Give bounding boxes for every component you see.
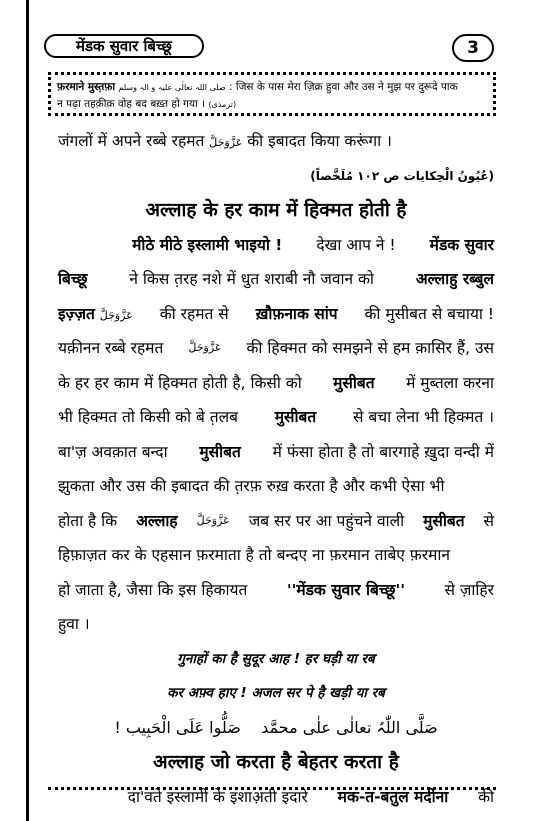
hadith-line-2 [57,96,487,113]
arabic-honorific: عَزَّوَجَلَّ [196,513,230,527]
text-span: में फंसा होता है तो बारगाहे ख़ुदा वन्दी में [272,442,494,461]
text-line [58,262,494,297]
text-line [58,573,494,608]
text-span: हुवा । [58,615,90,633]
section-heading: अल्लाह के हर काम में हिक्मत होती है [145,199,407,221]
text-span: हिफ़ाज़त कर के एहसान फ़रमाता है तो बन्दए ना फ़रमान ताबेए फ़रमान [58,546,450,564]
poem-line-2: कर अफ़्व हाए ! अजल सर पे है खड़ी या रब [167,685,385,701]
section-heading: अल्लाह जो करता है बेहतर करता है [153,751,399,773]
bold-span: ''मेंडक सुवार बिच्छू'' [286,580,405,599]
text-span: से बचा लेना भी हिक्मत । [352,408,494,426]
indent [58,228,98,263]
hadith-text-1: : जिस के पास मेरा ज़िक्र हुवा और उस ने मुझ पर दुरूदे पाक [229,81,458,93]
text-span: की हिक्मत को समझने से हम क़ासिर हैं, उस [246,339,494,357]
page-left-border [26,0,29,821]
text-span: होता है कि [58,511,118,530]
bold-span: मुसीबत [423,511,465,530]
text-line [58,400,494,435]
hadith-source: (ترمذی) [208,100,237,109]
book-title [44,34,204,58]
bold-span: ख़ौफ़नाक सांप [255,304,338,323]
text-line [58,538,494,573]
salawat-line [58,711,494,746]
hadith-box [48,72,496,116]
bold-span: मक-त-बतुल मदीना [337,787,449,806]
arabic-honorific: عَزَّوَجَلَّ [209,136,243,149]
text-span: दा'वते इस्लामी के इशाअ़ती इदारे [127,787,308,806]
text-span: जंगलों में अपने रब्बे रहमत [58,132,205,150]
text-span: में मुब्तला करना [406,373,494,392]
arabic-honorific: عَزَّوَجَلَّ [188,341,222,354]
hadith-honorific: صلی اللہ تعالٰی علیہ و الہ وسلم [118,83,226,92]
text-span: ने किस त़रह नशे में धुत शराबी नौ जवान को [129,270,374,288]
book-title-text: मेंडक सुवार बिच्छू [76,37,172,55]
hadith-line-1 [57,79,487,96]
text-span: की इबादत किया करूंगा । [247,132,392,150]
text-span: भी हिक्मत तो किसी को बे त़लब [58,408,238,426]
text-span: की मुसीबत से बचाया ! [364,304,494,323]
text-span: जब सर पर आ पहुंचने वाली [248,511,405,530]
salawat-response: صَلَّی اللّٰہُ تعالٰی علٰی محمَّد [261,717,438,737]
bold-span: इज़्ज़त [58,304,95,323]
text-line [58,228,494,263]
bold-span: मीठे मीठे इस्लामी भाइयो ! [132,235,283,254]
bold-span: अल्लाहु रब्बुल [415,270,494,288]
source-reference: (عُیُونُ الْحِکایات ص ۱۰۲ مُلَخَّصاً) [310,168,494,183]
text-span: देखा आप ने ! [316,235,396,254]
text-span: हो जाता है, जैसा कि इस हिकायत [58,580,248,599]
text-span: की [478,787,494,806]
hadith-label: फ़रमाने मुस्त़फ़ा [57,81,116,93]
hadith-text-2: न पढ़ा तहक़ीक़ वोह बद बख़्त हो गया । [57,98,206,110]
text-span: से [483,511,494,530]
text-span: की रहमत से [159,304,229,323]
page-number-text: 3 [467,38,479,58]
bold-span: बिच्छू [58,270,88,288]
bold-span: मेंडक सुवार [429,235,494,254]
text-span: से ज़ाहिर [444,580,494,599]
text-line [58,504,494,539]
text-line [58,366,494,401]
salawat-call: صَلُّوا عَلَی الْحَبِیب ! [114,717,241,737]
text-line [58,607,494,642]
text-line [58,297,494,332]
page-number [452,34,494,62]
text-line [58,124,494,159]
text-line [58,331,494,366]
indent [58,780,98,815]
bold-span: अल्लाह [136,511,178,530]
bottom-dotted-rule [48,787,496,790]
bold-span: मुसीबत [199,442,241,461]
text-span: के हर हर काम में हिक्मत होती है, किसी को [58,373,302,392]
text-line [58,469,494,504]
bold-span: मुसीबत [274,408,317,426]
page-body [58,124,494,814]
text-group [58,297,133,332]
arabic-honorific: عَزَّوَجَلَّ [99,308,133,322]
text-span: बा'ज़ अवक़ात बन्दा [58,442,168,461]
bold-span: मुसीबत [333,373,375,392]
text-span: झुकता और उस की इबादत की त़रफ़ रुख़ करता है और कभी ऐसा भी [58,477,445,495]
text-span: यक़ीनन रब्बे रहमत [58,339,164,357]
poem-line-1: गुनाहों का है सुदूर आह ! हर घड़ी या रब [177,650,375,667]
text-line [58,780,494,815]
text-line [58,435,494,470]
